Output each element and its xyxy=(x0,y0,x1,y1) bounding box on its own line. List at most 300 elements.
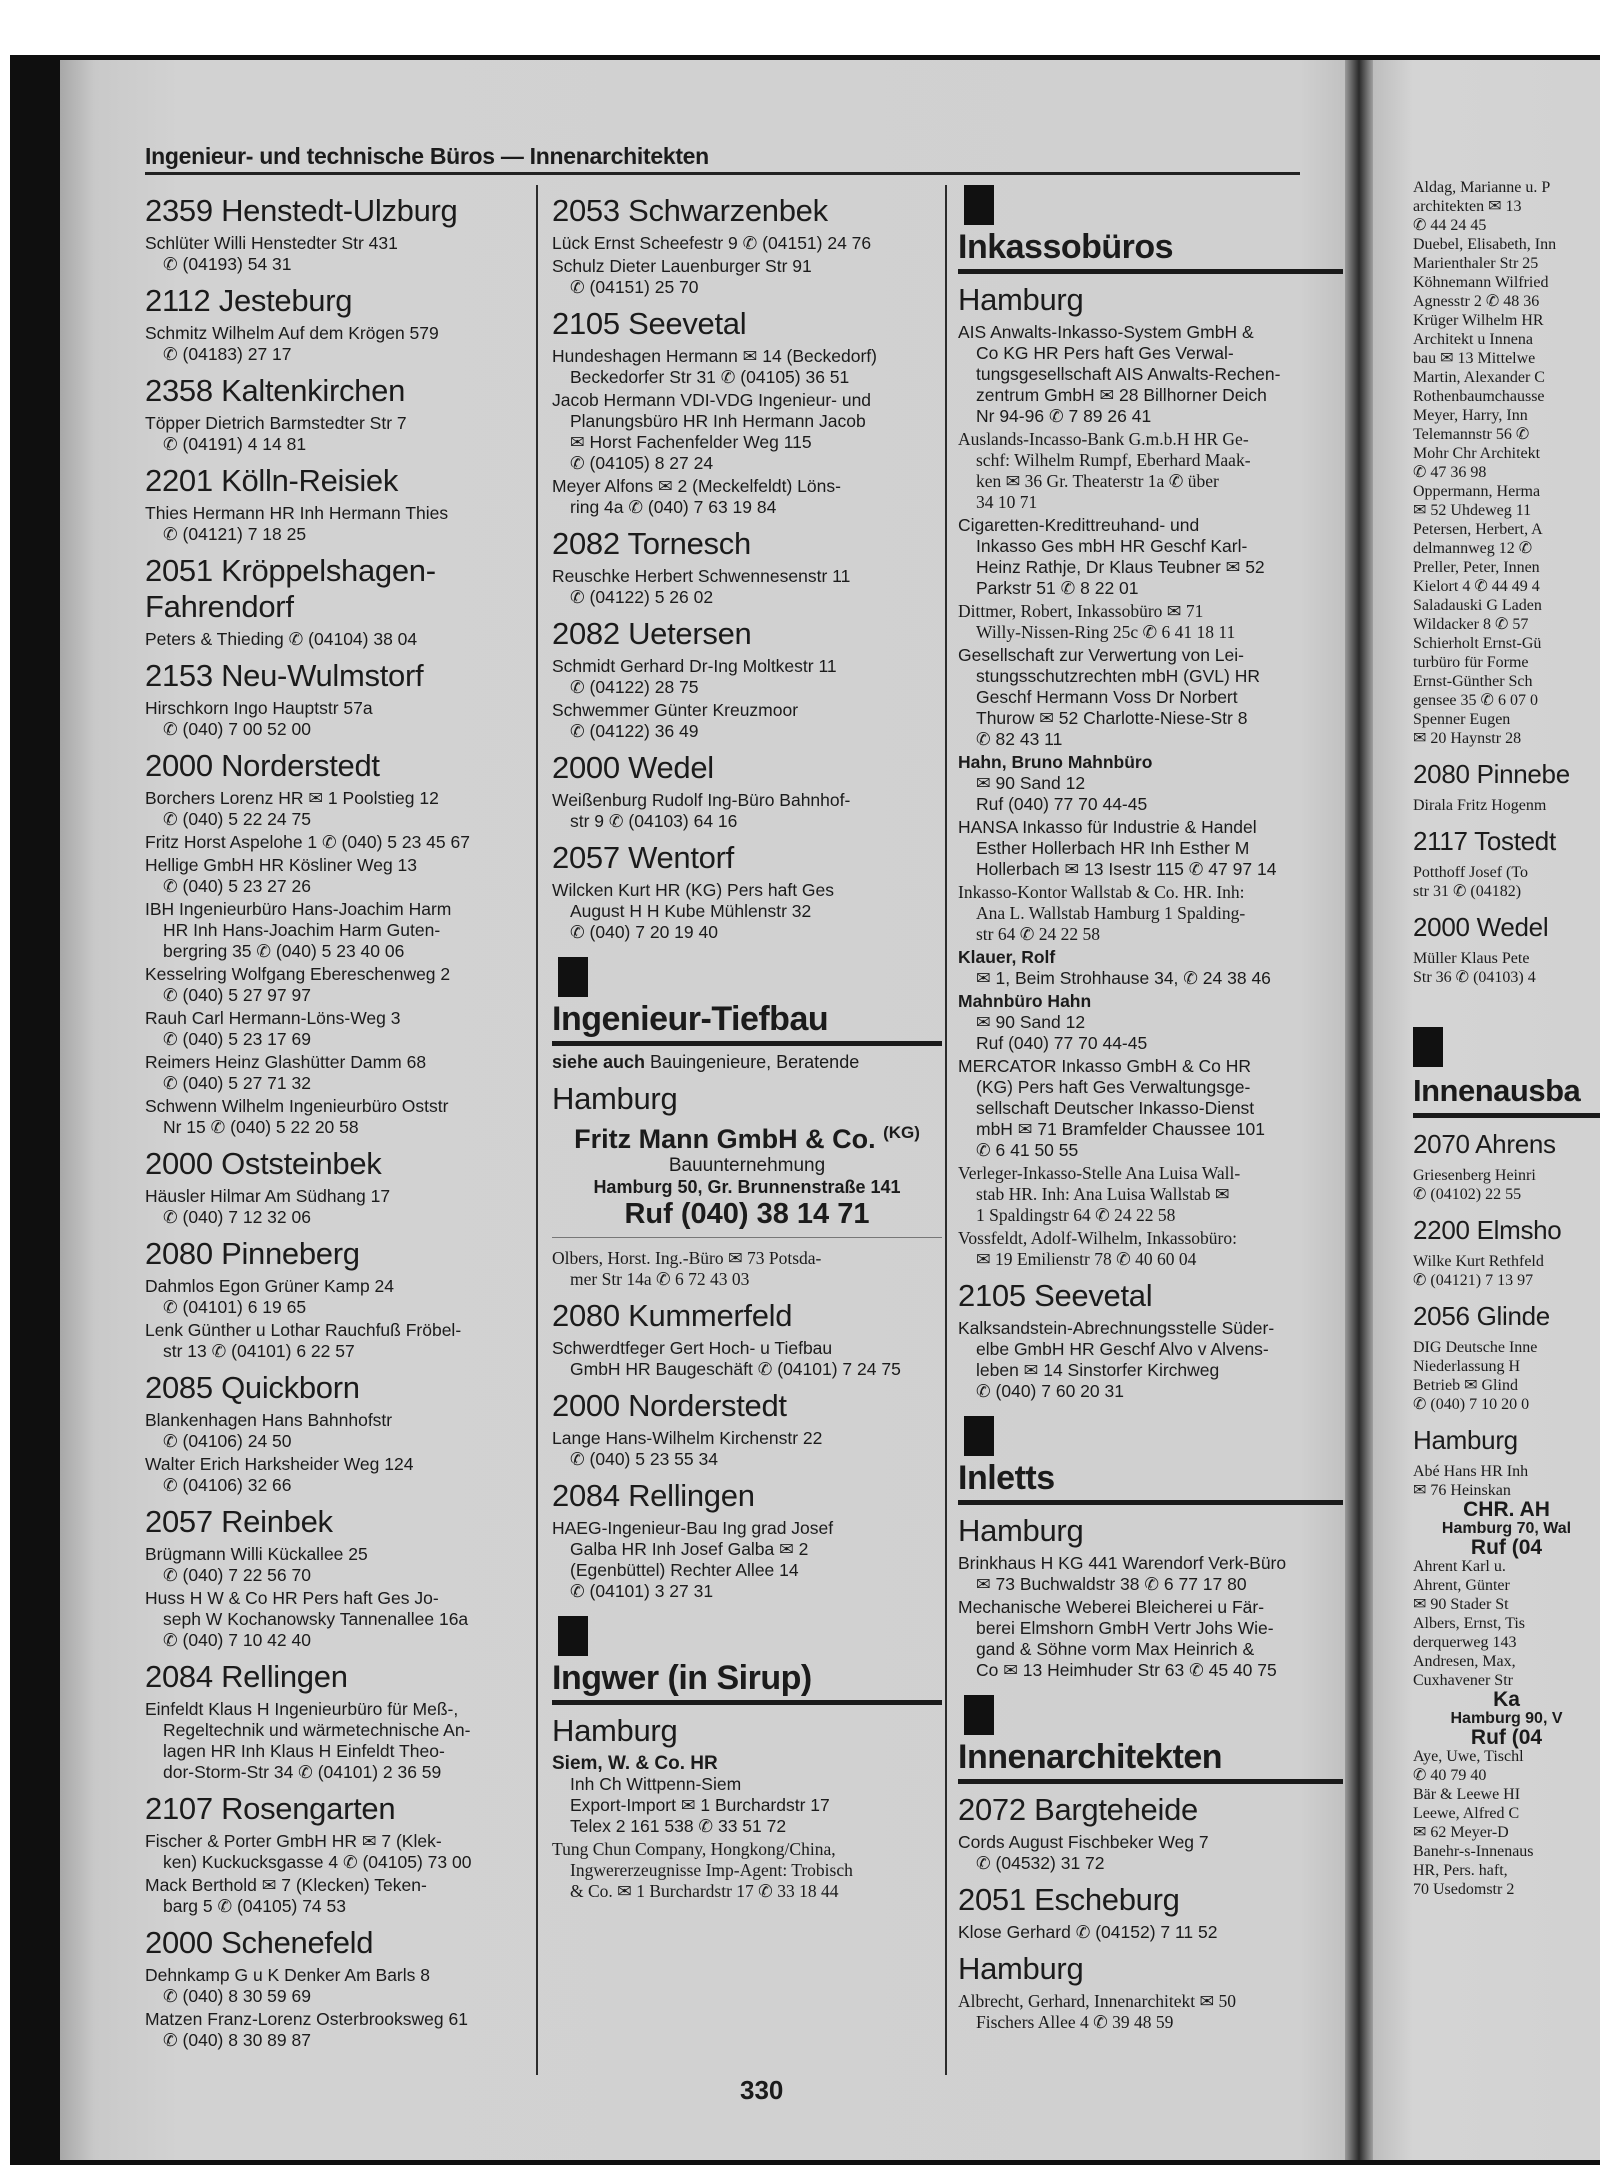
listing-line: ✆ (040) 7 60 20 31 xyxy=(976,1381,1124,1401)
facing-line: Albers, Ernst, Tis xyxy=(1413,1615,1526,1632)
listing-name: Lück Ernst Scheefestr 9 ✆ (04151) 24 76 xyxy=(552,233,872,253)
listing-entry xyxy=(958,817,1343,880)
listing-entry xyxy=(145,1875,530,1917)
facing-line: Ernst-Günther Sch xyxy=(1413,673,1533,690)
listing-entry xyxy=(145,503,530,545)
listing-entry xyxy=(552,700,942,742)
listing-line: Co ✉ 13 Heimhuder Str 63 ✆ 45 40 75 xyxy=(976,1660,1277,1680)
listing-line: Thurow ✉ 52 Charlotte-Niese-Str 8 xyxy=(976,708,1248,728)
listing-name: Mack Berthold ✉ 7 (Klecken) Teken- xyxy=(145,1875,427,1895)
listing-line: bergring 35 ✆ (040) 5 23 40 06 xyxy=(163,941,405,961)
listing-name: Reimers Heinz Glashütter Damm 68 xyxy=(145,1052,427,1072)
listing-line: ✉ 1, Beim Strohhause 34, ✆ 24 38 46 xyxy=(976,968,1271,988)
ad-phone: Ruf (040) 38 14 71 xyxy=(624,1198,870,1230)
facing-ad-line: CHR. AH xyxy=(1463,1498,1550,1521)
listing-line: HR Inh Hans-Joachim Harm Guten- xyxy=(163,920,441,940)
listing-entry xyxy=(552,1518,942,1602)
listing-name: Cigaretten-Kredittreuhand- und xyxy=(958,515,1200,535)
facing-line: ✉ 90 Stader St xyxy=(1413,1596,1509,1613)
city-heading: Hamburg xyxy=(552,1713,678,1748)
listing-line: Co KG HR Pers haft Ges Verwal- xyxy=(976,343,1234,363)
section-marker xyxy=(558,1616,588,1656)
listing-line: ✆ (040) 7 22 56 70 xyxy=(163,1565,311,1585)
listing-line: Inh Ch Wittpenn-Siem xyxy=(570,1774,742,1794)
facing-line: Schierholt Ernst-Gü xyxy=(1413,635,1542,652)
facing-line: ✆ (040) 7 10 20 0 xyxy=(1413,1396,1530,1413)
listing-name: Hahn, Bruno Mahnbüro xyxy=(958,752,1153,772)
listing-name: Kalksandstein-Abrechnungsstelle Süder- xyxy=(958,1318,1275,1338)
listing-name: AIS Anwalts-Inkasso-System GmbH & xyxy=(958,322,1254,342)
listing-line: ✆ 6 41 50 55 xyxy=(976,1140,1079,1160)
listing-name: Albrecht, Gerhard, Innenarchitekt ✉ 50 xyxy=(958,1991,1237,2011)
listing-entry xyxy=(145,698,530,740)
listing-line: & Co. ✉ 1 Burchardstr 17 ✆ 33 18 44 xyxy=(570,1881,839,1901)
section-marker xyxy=(964,185,994,225)
listing-entry xyxy=(145,1588,530,1651)
facing-line: ✆ (04121) 7 13 97 xyxy=(1413,1272,1534,1289)
listing-name: Mahnbüro Hahn xyxy=(958,991,1092,1011)
head-rule xyxy=(145,172,1300,175)
facing-line: Ahrent Karl u. xyxy=(1413,1558,1506,1575)
facing-line: architekten ✉ 13 xyxy=(1413,198,1522,215)
listing-line: Planungsbüro HR Inh Hermann Jacob xyxy=(570,411,866,431)
facing-line: ✆ 44 24 45 xyxy=(1413,217,1487,234)
listing-entry xyxy=(145,1008,530,1050)
facing-line: Griesenberg Heinri xyxy=(1413,1167,1536,1184)
facing-line: ✆ 40 79 40 xyxy=(1413,1767,1487,1784)
listing-entry xyxy=(145,1186,530,1228)
listing-line: berei Elmshorn GmbH Vertr Johs Wie- xyxy=(976,1618,1274,1638)
city-heading: 2082 Tornesch xyxy=(552,526,751,561)
facing-line: Preller, Peter, Innen xyxy=(1413,559,1540,576)
listing-entry xyxy=(552,233,942,254)
facing-line: Betrieb ✉ Glind xyxy=(1413,1377,1518,1394)
column-2 xyxy=(552,185,942,1904)
facing-ad-line: Ruf (04 xyxy=(1470,1726,1543,1749)
facing-line: Kielort 4 ✆ 44 49 4 xyxy=(1413,578,1540,595)
listing-entry xyxy=(145,1544,530,1586)
column-3 xyxy=(958,185,1343,2035)
listing-name: Wilcken Kurt HR (KG) Pers haft Ges xyxy=(552,880,835,900)
facing-line: Architekt u Innena xyxy=(1413,331,1533,348)
listing-line: mer Str 14a ✆ 6 72 43 03 xyxy=(570,1269,750,1289)
listing-line: gand & Söhne vorm Max Heinrich & xyxy=(976,1639,1255,1659)
listing-entry xyxy=(958,1553,1343,1595)
facing-ad-line: Hamburg 90, V xyxy=(1450,1710,1563,1727)
listing-entry xyxy=(552,1753,942,1837)
listing-line: ✆ (04191) 4 14 81 xyxy=(163,434,307,454)
listing-name: Töpper Dietrich Barmstedter Str 7 xyxy=(145,413,407,433)
section-title: Ingenieur-Tiefbau xyxy=(552,999,942,1046)
listing-name: Walter Erich Harksheider Weg 124 xyxy=(145,1454,414,1474)
listing-entry xyxy=(145,629,530,650)
listing-line: Heinz Rathje, Dr Klaus Teubner ✉ 52 xyxy=(976,557,1265,577)
city-heading: 2359 Henstedt-Ulzburg xyxy=(145,193,458,228)
listing-entry xyxy=(958,882,1343,945)
facing-city-heading: 2056 Glinde xyxy=(1413,1301,1550,1331)
listing-entry xyxy=(145,1699,530,1783)
listing-line: Hollerbach ✉ 13 Isestr 115 ✆ 47 97 14 xyxy=(976,859,1277,879)
facing-line: ✉ 20 Haynstr 28 xyxy=(1413,730,1522,747)
book-gutter xyxy=(1345,60,1373,2160)
city-heading: 2201 Kölln-Reisiek xyxy=(145,463,399,498)
listing-line: Fischers Allee 4 ✆ 39 48 59 xyxy=(976,2012,1174,2032)
column-rule xyxy=(536,185,538,2075)
listing-line: ✉ 90 Sand 12 xyxy=(976,773,1086,793)
facing-line: Petersen, Herbert, A xyxy=(1413,521,1543,538)
listing-line: ✉ Horst Fachenfelder Weg 115 xyxy=(570,432,812,452)
facing-line: Niederlassung H xyxy=(1413,1358,1521,1375)
facing-line: Marienthaler Str 25 xyxy=(1413,255,1539,272)
facing-line: Martin, Alexander C xyxy=(1413,369,1545,386)
listing-entry xyxy=(552,346,942,388)
listing-name: Gesellschaft zur Verwertung von Lei- xyxy=(958,645,1244,665)
facing-city-heading: Hamburg xyxy=(1413,1425,1518,1455)
listing-line: stab HR. Inh: Ana Luisa Wallstab ✉ xyxy=(976,1184,1230,1204)
listing-line: ✆ (04183) 27 17 xyxy=(163,344,292,364)
listing-name: HAEG-Ingenieur-Bau Ing grad Josef xyxy=(552,1518,834,1538)
listing-line: str 9 ✆ (04103) 64 16 xyxy=(570,811,738,831)
city-heading: Hamburg xyxy=(958,1513,1084,1548)
see-also-label: siehe auch xyxy=(552,1052,646,1072)
listing-line: ✆ (040) 8 30 89 87 xyxy=(163,2030,311,2050)
facing-ad-line: Ruf (04 xyxy=(1470,1536,1543,1559)
running-head: Ingenieur- und technische Büros — Innenarchitekten xyxy=(145,143,709,169)
listing-line: Parkstr 51 ✆ 8 22 01 xyxy=(976,578,1139,598)
listing-name: Rauh Carl Hermann-Löns-Weg 3 xyxy=(145,1008,401,1028)
listing-entry xyxy=(145,1410,530,1452)
listing-entry xyxy=(958,991,1343,1054)
facing-line: ✆ 47 36 98 xyxy=(1413,464,1487,481)
listing-line: ✆ (04122) 36 49 xyxy=(570,721,699,741)
facing-line: Meyer, Harry, Inn xyxy=(1413,407,1528,424)
facing-line: Agnesstr 2 ✆ 48 36 xyxy=(1413,293,1540,310)
facing-line: ✉ 76 Heinskan xyxy=(1413,1482,1511,1499)
facing-city-heading: 2000 Wedel xyxy=(1413,912,1549,942)
facing-line: str 31 ✆ (04182) xyxy=(1413,883,1522,900)
listing-line: ✆ (040) 7 00 52 00 xyxy=(163,719,311,739)
listing-line: ken) Kuckucksgasse 4 ✆ (04105) 73 00 xyxy=(163,1852,472,1872)
listing-name: Thies Hermann HR Inh Hermann Thies xyxy=(145,503,449,523)
facing-line: DIG Deutsche Inne xyxy=(1413,1339,1538,1356)
listing-line: ✆ (04151) 25 70 xyxy=(570,277,699,297)
listing-entry xyxy=(145,855,530,897)
listing-entry xyxy=(552,1839,942,1902)
listing-name: Verleger-Inkasso-Stelle Ana Luisa Wall- xyxy=(958,1163,1241,1183)
listing-line: str 13 ✆ (04101) 6 22 57 xyxy=(163,1341,355,1361)
listing-name: Weißenburg Rudolf Ing-Büro Bahnhof- xyxy=(552,790,851,810)
facing-line: gensee 35 ✆ 6 07 0 xyxy=(1413,692,1538,709)
listing-line: leben ✉ 14 Sinstorfer Kirchweg xyxy=(976,1360,1220,1380)
city-heading: 2105 Seevetal xyxy=(958,1278,1153,1313)
city-heading: 2051 Kröppelshagen-Fahrendorf xyxy=(145,553,436,624)
facing-ad-line: Hamburg 70, Wal xyxy=(1441,1520,1572,1537)
listing-entry xyxy=(958,947,1343,989)
listing-entry xyxy=(145,1454,530,1496)
listing-entry xyxy=(958,1318,1343,1402)
listing-entry xyxy=(958,752,1343,815)
listing-name: Brügmann Willi Kückallee 25 xyxy=(145,1544,368,1564)
listing-entry xyxy=(552,390,942,474)
listing-line: dor-Storm-Str 34 ✆ (04101) 2 36 59 xyxy=(163,1762,442,1782)
listing-entry xyxy=(145,323,530,365)
listing-line: ✆ (040) 7 20 19 40 xyxy=(570,922,718,942)
listing-line: mbH ✉ 71 Bramfelder Chaussee 101 xyxy=(976,1119,1265,1139)
section-marker xyxy=(558,957,588,997)
listing-line: ✆ (04122) 28 75 xyxy=(570,677,699,697)
section-marker xyxy=(1413,1027,1443,1067)
listing-name: Jacob Hermann VDI-VDG Ingenieur- und xyxy=(552,390,872,410)
listing-line: (KG) Pers haft Ges Verwaltungsge- xyxy=(976,1077,1251,1097)
listing-line: ✉ 73 Buchwaldstr 38 ✆ 6 77 17 80 xyxy=(976,1574,1247,1594)
listing-name: Dehnkamp G u K Denker Am Barls 8 xyxy=(145,1965,430,1985)
listing-entry xyxy=(145,788,530,830)
facing-line: bau ✉ 13 Mittelwe xyxy=(1413,350,1536,367)
facing-line: 70 Usedomstr 2 xyxy=(1413,1881,1515,1898)
listing-name: Reuschke Herbert Schwennesenstr 11 xyxy=(552,566,851,586)
facing-line: Cuxhavener Str xyxy=(1413,1672,1513,1689)
listing-name: Hundeshagen Hermann ✉ 14 (Beckedorf) xyxy=(552,346,877,366)
section-marker xyxy=(964,1416,994,1456)
listing-line: ✆ (040) 5 23 55 34 xyxy=(570,1449,718,1469)
listing-entry xyxy=(552,656,942,698)
facing-page-column xyxy=(1413,178,1600,1899)
city-heading: 2080 Kummerfeld xyxy=(552,1298,793,1333)
listing-name: HANSA Inkasso für Industrie & Handel xyxy=(958,817,1257,837)
listing-line: Ruf (040) 77 70 44-45 xyxy=(976,1033,1148,1053)
city-heading: 2358 Kaltenkirchen xyxy=(145,373,406,408)
listing-line: 1 Spaldingstr 64 ✆ 24 22 58 xyxy=(976,1205,1176,1225)
city-heading: 2080 Pinneberg xyxy=(145,1236,360,1271)
listing-line: schf: Wilhelm Rumpf, Eberhard Maak- xyxy=(976,450,1251,470)
city-heading: 2057 Wentorf xyxy=(552,840,734,875)
listing-name: IBH Ingenieurbüro Hans-Joachim Harm xyxy=(145,899,452,919)
listing-line: GmbH HR Baugeschäft ✆ (04101) 7 24 75 xyxy=(570,1359,901,1379)
listing-entry xyxy=(958,1922,1343,1943)
listing-name: Meyer Alfons ✉ 2 (Meckelfeldt) Löns- xyxy=(552,476,841,496)
city-heading: 2085 Quickborn xyxy=(145,1370,360,1405)
listing-name: Schwerdtfeger Gert Hoch- u Tiefbau xyxy=(552,1338,833,1358)
ad-address: Hamburg 50, Gr. Brunnenstraße 141 xyxy=(593,1177,901,1197)
listing-line: ✆ (04193) 54 31 xyxy=(163,254,292,274)
listing-line: ✆ (040) 5 27 71 32 xyxy=(163,1073,311,1093)
listing-line: tungsgesellschaft AIS Anwalts-Rechen- xyxy=(976,364,1281,384)
city-heading: 2082 Uetersen xyxy=(552,616,752,651)
listing-name: Siem, W. & Co. HR xyxy=(552,1753,718,1774)
facing-line: Saladauski G Laden xyxy=(1413,597,1542,614)
listing-entry xyxy=(958,322,1343,427)
listing-name: Klauer, Rolf xyxy=(958,947,1056,967)
listing-name: Lange Hans-Wilhelm Kirchenstr 22 xyxy=(552,1428,823,1448)
listing-name: Fritz Horst Aspelohe 1 ✆ (040) 5 23 45 67 xyxy=(145,832,470,852)
city-heading: 2107 Rosengarten xyxy=(145,1791,396,1826)
listing-name: Cords August Fischbeker Weg 7 xyxy=(958,1832,1209,1852)
listing-entry xyxy=(145,964,530,1006)
facing-line: Leewe, Alfred C xyxy=(1413,1805,1520,1822)
facing-line: Aldag, Marianne u. P xyxy=(1413,179,1551,196)
listing-line: Galba HR Inh Josef Galba ✉ 2 xyxy=(570,1539,809,1559)
listing-name: Tung Chun Company, Hongkong/China, xyxy=(552,1839,836,1859)
listing-line: ✆ (04101) 3 27 31 xyxy=(570,1581,714,1601)
city-heading: 2057 Reinbek xyxy=(145,1504,333,1539)
facing-line: derquerweg 143 xyxy=(1413,1634,1517,1651)
city-heading: 2084 Rellingen xyxy=(145,1659,348,1694)
listing-line: Nr 94-96 ✆ 7 89 26 41 xyxy=(976,406,1152,426)
listing-name: MERCATOR Inkasso GmbH & Co HR xyxy=(958,1056,1252,1076)
city-heading: 2000 Schenefeld xyxy=(145,1925,374,1960)
listing-name: Häusler Hilmar Am Südhang 17 xyxy=(145,1186,391,1206)
city-heading: 2051 Escheburg xyxy=(958,1882,1180,1917)
listing-name: Auslands-Incasso-Bank G.m.b.H HR Ge- xyxy=(958,429,1249,449)
listing-entry xyxy=(552,1428,942,1470)
facing-line: ✆ (04102) 22 55 xyxy=(1413,1186,1522,1203)
city-heading: Hamburg xyxy=(552,1081,678,1116)
facing-city-heading: 2200 Elmsho xyxy=(1413,1215,1562,1245)
facing-city-heading: 2080 Pinnebe xyxy=(1413,759,1570,789)
section-title: Ingwer (in Sirup) xyxy=(552,1658,942,1705)
listing-name: Schmitz Wilhelm Auf dem Krögen 579 xyxy=(145,323,439,343)
listing-name: Huss H W & Co HR Pers haft Ges Jo- xyxy=(145,1588,439,1608)
facing-line: turbüro für Forme xyxy=(1413,654,1529,671)
listing-entry xyxy=(145,1965,530,2007)
listing-line: ✉ 90 Sand 12 xyxy=(976,1012,1086,1032)
listing-line: ✆ (04121) 7 18 25 xyxy=(163,524,307,544)
section-title: Innenarchitekten xyxy=(958,1737,1343,1784)
listing-line: ✆ (04101) 6 19 65 xyxy=(163,1297,307,1317)
listing-line: Willy-Nissen-Ring 25c ✆ 6 41 18 11 xyxy=(976,622,1236,642)
facing-line: Ahrent, Günter xyxy=(1413,1577,1510,1594)
listing-name: Schwenn Wilhelm Ingenieurbüro Oststr xyxy=(145,1096,449,1116)
listing-line: zentrum GmbH ✉ 28 Billhorner Deich xyxy=(976,385,1267,405)
facing-line: Potthoff Josef (To xyxy=(1413,864,1529,881)
listing-line: Ruf (040) 77 70 44-45 xyxy=(976,794,1148,814)
city-heading: 2112 Jesteburg xyxy=(145,283,353,318)
listing-entry xyxy=(145,2009,530,2051)
city-heading: 2153 Neu-Wulmstorf xyxy=(145,658,424,693)
listing-name: Hellige GmbH HR Kösliner Weg 13 xyxy=(145,855,418,875)
listing-entry xyxy=(552,476,942,518)
facing-line: Oppermann, Herma xyxy=(1413,483,1541,500)
facing-line: Rothenbaumchausse xyxy=(1413,388,1545,405)
listing-entry xyxy=(958,1991,1343,2033)
city-heading: 2053 Schwarzenbek xyxy=(552,193,828,228)
listing-name: Brinkhaus H KG 441 Warendorf Verk-Büro xyxy=(958,1553,1287,1573)
city-heading: 2072 Bargteheide xyxy=(958,1792,1198,1827)
listing-line: ✆ (040) 5 27 97 97 xyxy=(163,985,311,1005)
listing-name: Klose Gerhard ✆ (04152) 7 11 52 xyxy=(958,1922,1218,1942)
city-heading: 2000 Oststeinbek xyxy=(145,1146,382,1181)
facing-section-title: Innenausba xyxy=(1413,1071,1600,1118)
listing-line: stungsschutzrechten mbH (GVL) HR xyxy=(976,666,1260,686)
listing-line: ✆ (040) 5 23 17 69 xyxy=(163,1029,311,1049)
listing-line: ✆ (04122) 5 26 02 xyxy=(570,587,714,607)
listing-line: Nr 15 ✆ (040) 5 22 20 58 xyxy=(163,1117,359,1137)
listing-line: ring 4a ✆ (040) 7 63 19 84 xyxy=(570,497,777,517)
listing-name: Blankenhagen Hans Bahnhofstr xyxy=(145,1410,393,1430)
listing-name: Vossfeldt, Adolf-Wilhelm, Inkassobüro: xyxy=(958,1228,1237,1248)
listing-line: ✆ (040) 8 30 59 69 xyxy=(163,1986,311,2006)
facing-line: Mohr Chr Architekt xyxy=(1413,445,1541,462)
listing-name: Borchers Lorenz HR ✉ 1 Poolstieg 12 xyxy=(145,788,439,808)
listing-name: Dittmer, Robert, Inkassobüro ✉ 71 xyxy=(958,601,1204,621)
section-marker xyxy=(964,1695,994,1735)
city-heading: 2000 Wedel xyxy=(552,750,714,785)
listing-line: 34 10 71 xyxy=(976,492,1038,512)
listing-entry xyxy=(958,429,1343,513)
listing-entry xyxy=(145,233,530,275)
facing-line: Abé Hans HR Inh xyxy=(1413,1463,1529,1480)
facing-line: Bär & Leewe HI xyxy=(1413,1786,1521,1803)
listing-line: ✆ (04532) 31 72 xyxy=(976,1853,1105,1873)
listing-line: seph W Kochanowsky Tannenallee 16a xyxy=(163,1609,469,1629)
listing-entry xyxy=(145,1276,530,1318)
listing-line: Inkasso Ges mbH HR Geschf Karl- xyxy=(976,536,1248,556)
listing-line: lagen HR Inh Klaus H Einfeldt Theo- xyxy=(163,1741,445,1761)
listing-entry xyxy=(958,1597,1343,1681)
city-heading: 2105 Seevetal xyxy=(552,306,747,341)
listing-entry xyxy=(145,832,530,853)
listing-name: Mechanische Weberei Bleicherei u Fär- xyxy=(958,1597,1265,1617)
facing-line: delmannweg 12 ✆ xyxy=(1413,540,1533,557)
facing-line: Dirala Fritz Hogenm xyxy=(1413,797,1547,814)
listing-line: August H H Kube Mühlenstr 32 xyxy=(570,901,812,921)
listing-line: ✉ 19 Emilienstr 78 ✆ 40 60 04 xyxy=(976,1249,1197,1269)
listing-name: Fischer & Porter GmbH HR ✉ 7 (Klek- xyxy=(145,1831,442,1851)
city-heading: 2000 Norderstedt xyxy=(145,748,380,783)
listing-line: str 64 ✆ 24 22 58 xyxy=(976,924,1101,944)
section-title: Inkassobüros xyxy=(958,227,1343,274)
listing-name: Schlüter Willi Henstedter Str 431 xyxy=(145,233,398,253)
facing-line: Krüger Wilhelm HR xyxy=(1413,312,1544,329)
facing-line: Telemannstr 56 ✆ xyxy=(1413,426,1530,443)
listing-entry xyxy=(552,880,942,943)
see-also xyxy=(552,1052,942,1073)
facing-line: Spenner Eugen xyxy=(1413,711,1511,728)
listing-line: Telex 2 161 538 ✆ 33 51 72 xyxy=(570,1816,787,1836)
listing-name: Schwemmer Günter Kreuzmoor xyxy=(552,700,799,720)
facing-line: Müller Klaus Pete xyxy=(1413,950,1530,967)
listing-entry xyxy=(552,790,942,832)
listing-name: Inkasso-Kontor Wallstab & Co. HR. Inh: xyxy=(958,882,1245,902)
ad-subtitle: Bauunternehmung xyxy=(668,1155,826,1176)
listing-line: ken ✉ 36 Gr. Theaterstr 1a ✆ über xyxy=(976,471,1219,491)
column-1 xyxy=(145,185,530,2053)
facing-line: Köhnemann Wilfried xyxy=(1413,274,1549,291)
listing-name: Schmidt Gerhard Dr-Ing Moltkestr 11 xyxy=(552,656,837,676)
listing-entry xyxy=(958,645,1343,750)
listing-entry xyxy=(958,1056,1343,1161)
listing-line: Ingwererzeugnisse Imp-Agent: Trobisch xyxy=(570,1860,853,1880)
facing-ad-line: Ka xyxy=(1493,1688,1520,1711)
listing-line: ✆ (04106) 24 50 xyxy=(163,1431,292,1451)
listing-name: Kesselring Wolfgang Ebereschenweg 2 xyxy=(145,964,451,984)
listing-line: Regeltechnik und wärmetechnische An- xyxy=(163,1720,471,1740)
listing-entry xyxy=(552,566,942,608)
listing-line: (Egenbüttel) Rechter Allee 14 xyxy=(570,1560,799,1580)
listing-name: Peters & Thieding ✆ (04104) 38 04 xyxy=(145,629,418,649)
listing-entry xyxy=(958,601,1343,643)
facing-line: Andresen, Max, xyxy=(1413,1653,1516,1670)
city-heading: 2084 Rellingen xyxy=(552,1478,755,1513)
listing-name: Dahmlos Egon Grüner Kamp 24 xyxy=(145,1276,395,1296)
listing-name: Einfeldt Klaus H Ingenieurbüro für Meß-, xyxy=(145,1699,459,1719)
listing-line: ✆ (04105) 8 27 24 xyxy=(570,453,714,473)
listing-entry xyxy=(958,1832,1343,1874)
listing-entry xyxy=(958,1228,1343,1270)
listing-entry xyxy=(552,1338,942,1380)
listing-entry xyxy=(145,413,530,455)
listing-line: barg 5 ✆ (04105) 74 53 xyxy=(163,1896,346,1916)
